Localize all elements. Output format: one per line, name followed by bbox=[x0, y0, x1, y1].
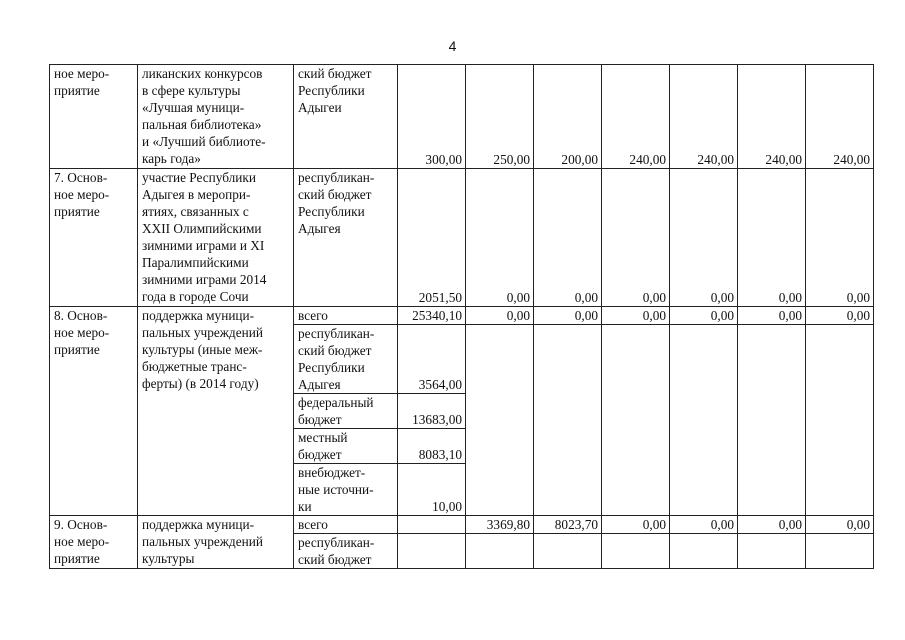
value-cell: 8083,10 bbox=[398, 429, 466, 464]
value-cell bbox=[398, 534, 466, 569]
value-cell: 25340,10 bbox=[398, 307, 466, 325]
source-cell: республикан- ский бюджет Республики Адыгея bbox=[294, 325, 398, 394]
source-cell: всего bbox=[294, 307, 398, 325]
value-cell: 240,00 bbox=[806, 65, 874, 169]
source-cell: ский бюджет Республики Адыгеи bbox=[294, 65, 398, 169]
table-row bbox=[50, 65, 874, 169]
value-cell: 0,00 bbox=[534, 169, 602, 307]
value-cell bbox=[738, 325, 806, 516]
value-cell: 250,00 bbox=[466, 65, 534, 169]
value-cell bbox=[398, 516, 466, 534]
page-number: 4 bbox=[448, 38, 457, 54]
source-cell: всего bbox=[294, 516, 398, 534]
source-cell: внебюджет- ные источни- ки bbox=[294, 464, 398, 516]
budget-table bbox=[49, 64, 874, 569]
value-cell: 300,00 bbox=[398, 65, 466, 169]
source-cell: федеральный бюджет bbox=[294, 394, 398, 429]
value-cell: 240,00 bbox=[602, 65, 670, 169]
description-cell: ликанских конкурсов в сфере культуры «Лучшая муници- пальная библиотека» и «Лучший библиоте- карь года» bbox=[138, 65, 294, 169]
value-cell: 0,00 bbox=[602, 307, 670, 325]
value-cell: 2051,50 bbox=[398, 169, 466, 307]
value-cell: 3369,80 bbox=[466, 516, 534, 534]
table-row bbox=[50, 169, 874, 307]
table-row bbox=[50, 516, 874, 534]
value-cell: 0,00 bbox=[534, 307, 602, 325]
value-cell: 240,00 bbox=[738, 65, 806, 169]
value-cell: 10,00 bbox=[398, 464, 466, 516]
value-cell bbox=[602, 534, 670, 569]
value-cell bbox=[466, 325, 534, 516]
value-cell: 0,00 bbox=[738, 307, 806, 325]
description-cell: участие Республики Адыгея в меропри- ятиях, связанных с XXII Олимпийскими зимними играми и XI Паралимпийскими зимними играми 2014 года в городе Сочи bbox=[138, 169, 294, 307]
value-cell: 0,00 bbox=[806, 516, 874, 534]
value-cell: 0,00 bbox=[738, 169, 806, 307]
value-cell bbox=[806, 534, 874, 569]
value-cell: 13683,00 bbox=[398, 394, 466, 429]
value-cell: 0,00 bbox=[602, 169, 670, 307]
value-cell: 240,00 bbox=[670, 65, 738, 169]
value-cell bbox=[738, 534, 806, 569]
measure-cell: 8. Основ- ное меро- приятие bbox=[50, 307, 138, 516]
value-cell bbox=[466, 534, 534, 569]
value-cell: 0,00 bbox=[602, 516, 670, 534]
value-cell bbox=[670, 325, 738, 516]
source-cell: местный бюджет bbox=[294, 429, 398, 464]
source-cell: республикан- ский бюджет Республики Адыгея bbox=[294, 169, 398, 307]
measure-cell: 9. Основ- ное меро- приятие bbox=[50, 516, 138, 569]
value-cell: 0,00 bbox=[466, 169, 534, 307]
value-cell: 0,00 bbox=[670, 169, 738, 307]
measure-cell: ное меро- приятие bbox=[50, 65, 138, 169]
value-cell: 0,00 bbox=[806, 169, 874, 307]
value-cell: 3564,00 bbox=[398, 325, 466, 394]
value-cell: 0,00 bbox=[670, 516, 738, 534]
measure-cell: 7. Основ- ное меро- приятие bbox=[50, 169, 138, 307]
value-cell: 0,00 bbox=[466, 307, 534, 325]
value-cell: 0,00 bbox=[670, 307, 738, 325]
value-cell bbox=[670, 534, 738, 569]
description-cell: поддержка муници- пальных учреждений культуры bbox=[138, 516, 294, 569]
value-cell: 8023,70 bbox=[534, 516, 602, 534]
value-cell: 200,00 bbox=[534, 65, 602, 169]
value-cell: 0,00 bbox=[738, 516, 806, 534]
source-cell: республикан- ский бюджет bbox=[294, 534, 398, 569]
value-cell bbox=[602, 325, 670, 516]
value-cell bbox=[534, 325, 602, 516]
value-cell bbox=[806, 325, 874, 516]
value-cell bbox=[534, 534, 602, 569]
value-cell: 0,00 bbox=[806, 307, 874, 325]
table-row bbox=[50, 307, 874, 325]
description-cell: поддержка муници- пальных учреждений культуры (иные меж- бюджетные транс- ферты) (в 2014 году) bbox=[138, 307, 294, 516]
